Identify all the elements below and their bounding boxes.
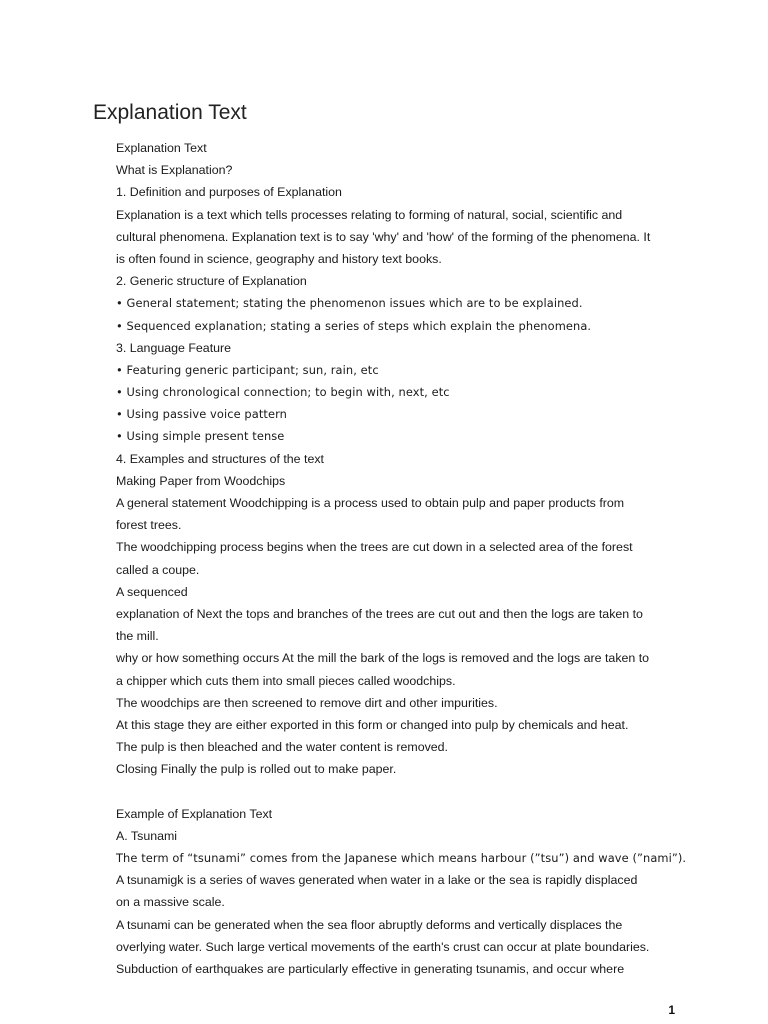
text-line: cultural phenomena. Explanation text is to say 'why' and 'how' of the forming of the phenomena. It	[116, 229, 651, 244]
text-line: • General statement; stating the phenomenon issues which are to be explained.	[116, 296, 583, 311]
text-line: 1. Definition and purposes of Explanation	[116, 185, 342, 200]
document-body	[116, 137, 687, 980]
text-line: why or how something occurs At the mill the bark of the logs is removed and the logs are taken to	[116, 651, 650, 666]
text-line: Example of Explanation Text	[116, 806, 273, 821]
text-line: Explanation is a text which tells processes relating to forming of natural, social, scientific and	[116, 207, 623, 222]
text-line: forest trees.	[116, 518, 182, 533]
text-line: Explanation Text	[116, 141, 207, 155]
text-line: A tsunamigk is a series of waves generated when water in a lake or the sea is rapidly displaced	[116, 873, 638, 888]
text-line: 2. Generic structure of Explanation	[116, 274, 307, 289]
text-line: A general statement Woodchipping is a process used to obtain pulp and paper products from	[116, 496, 625, 510]
text-line: 3. Language Feature	[116, 340, 232, 355]
text-line	[116, 780, 676, 802]
text-line: 4. Examples and structures of the text	[116, 451, 324, 466]
text-line: A sequenced	[116, 584, 188, 599]
text-line: What is Explanation?	[116, 163, 233, 178]
text-line: A. Tsunami	[116, 828, 178, 843]
text-line: called a coupe.	[116, 562, 200, 577]
page-title: Explanation Text	[93, 101, 247, 124]
text-line: Subduction of earthquakes are particularly effective in generating tsunamis, and occur where	[116, 961, 625, 976]
text-line: Making Paper from Woodchips	[116, 473, 286, 488]
text-line: Closing Finally the pulp is rolled out to make paper.	[116, 762, 397, 777]
text-line: is often found in science, geography and history text books.	[116, 251, 442, 266]
text-line: • Using passive voice pattern	[116, 407, 287, 422]
text-line: on a massive scale.	[116, 895, 225, 910]
text-line: the mill.	[116, 629, 159, 644]
page-number: 1	[668, 1003, 675, 1017]
text-line: The woodchips are then screened to remove dirt and other impurities.	[116, 695, 498, 710]
text-line: • Sequenced explanation; stating a series of steps which explain the phenomena.	[116, 318, 592, 333]
text-line: • Featuring generic participant; sun, rain, etc	[116, 362, 379, 377]
text-line: The pulp is then bleached and the water content is removed.	[116, 740, 449, 755]
text-line: • Using simple present tense	[116, 429, 285, 444]
text-line: At this stage they are either exported in this form or changed into pulp by chemicals and heat.	[116, 717, 629, 732]
text-line: overlying water. Such large vertical movements of the earth's crust can occur at plate boundaries.	[116, 939, 650, 954]
text-line: The term of “tsunami” comes from the Japanese which means harbour (”tsu”) and wave (”nami”).	[116, 851, 687, 865]
text-line: explanation of Next the tops and branches of the trees are cut out and then the logs are taken to	[116, 606, 643, 621]
text-line: a chipper which cuts them into small pieces called woodchips.	[116, 673, 456, 688]
text-line: The woodchipping process begins when the trees are cut down in a selected area of the forest	[116, 540, 633, 555]
text-line: A tsunami can be generated when the sea floor abruptly deforms and vertically displaces the	[116, 917, 623, 932]
text-line: • Using chronological connection; to begin with, next, etc	[116, 385, 450, 400]
